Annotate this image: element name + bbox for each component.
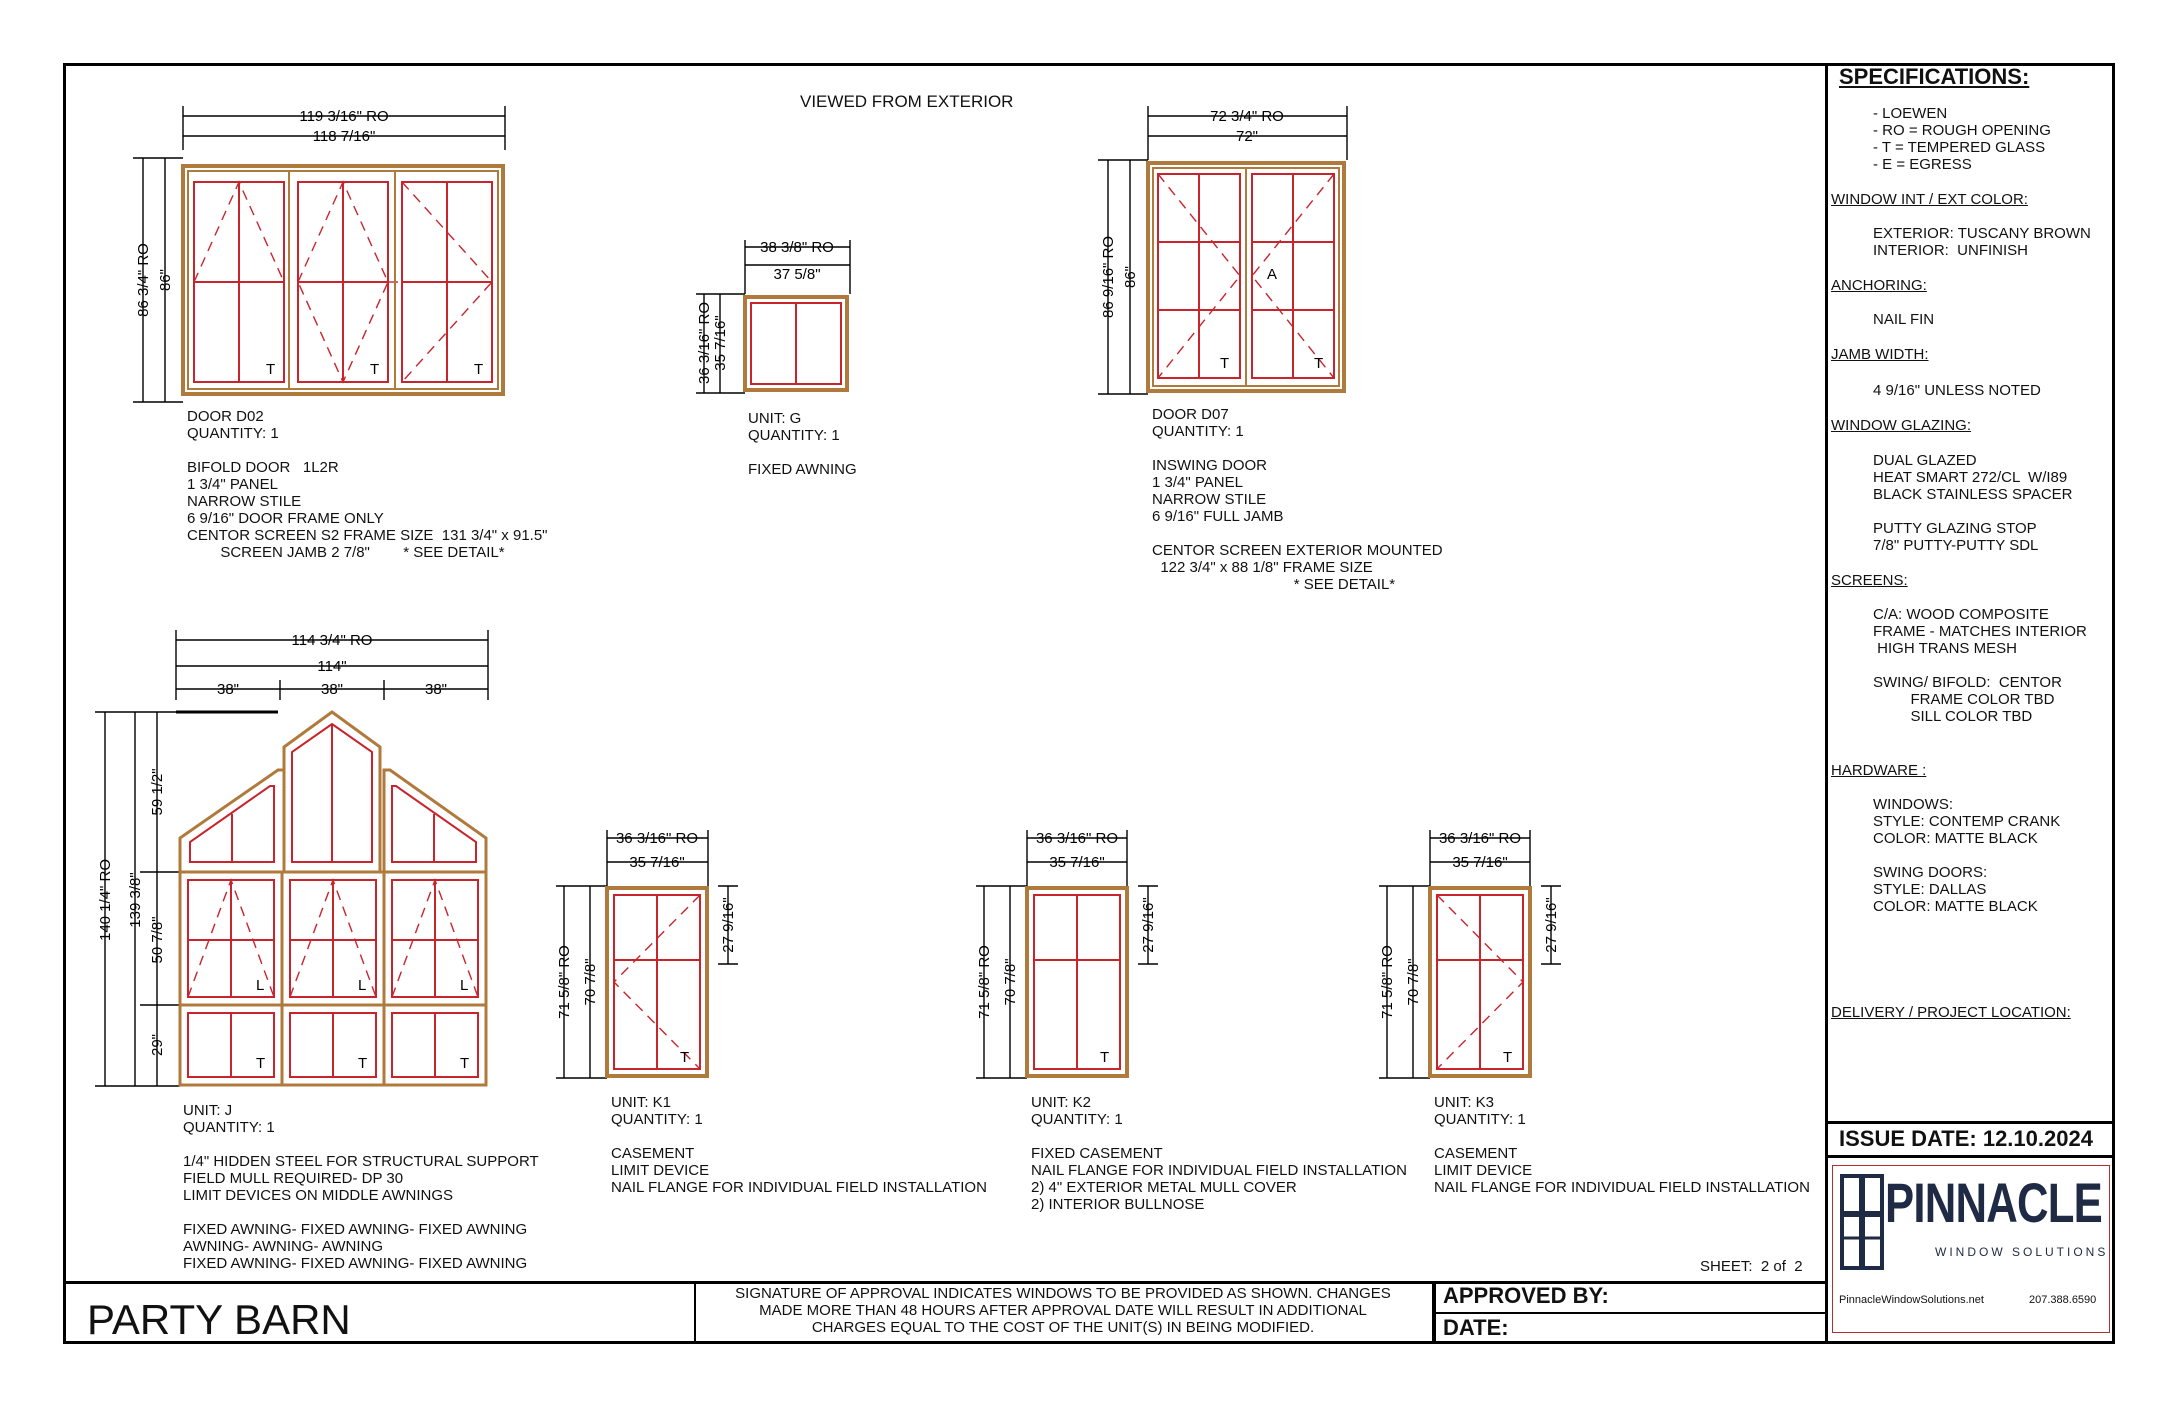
note-line: NAIL FLANGE FOR INDIVIDUAL FIELD INSTALLATION (1031, 1162, 1407, 1179)
k2-width-label: 35 7/16" (1049, 854, 1105, 871)
note-line: DOOR D07 (1152, 406, 1229, 423)
note-line (1873, 657, 2087, 674)
note-line: FIXED CASEMENT (1031, 1145, 1163, 1162)
sheet-number: SHEET: 2 of 2 (1700, 1258, 1803, 1275)
note-line: 7/8" PUTTY-PUTTY SDL (1873, 537, 2039, 554)
k3-side-label: 27 9/16" (1543, 897, 1560, 953)
note-line: 122 3/4" x 88 1/8" FRAME SIZE (1152, 559, 1373, 576)
approval-notice (700, 1285, 1426, 1336)
k3-window-elevation (1430, 888, 1530, 1076)
k3-ro-width-label: 36 3/16" RO (1438, 830, 1522, 847)
specs-anchor (1873, 311, 1934, 328)
k2-ro-height-label: 71 5/8" RO (976, 945, 993, 1019)
note-line: CENTOR SCREEN S2 FRAME SIZE 131 3/4" x 91.5" (187, 527, 548, 544)
j-pane-label: L (358, 977, 367, 994)
note-line: FIELD MULL REQUIRED- DP 30 (183, 1170, 404, 1187)
k2-side-label: 27 9/16" (1140, 897, 1157, 953)
note-line: NAIL FLANGE FOR INDIVIDUAL FIELD INSTALLATION (1434, 1179, 1810, 1196)
d02-height-label: 86" (157, 268, 174, 292)
note-line: QUANTITY: 1 (748, 427, 840, 444)
k1-pane-label: T (680, 1049, 690, 1066)
note-line: CASEMENT (611, 1145, 695, 1162)
k1-height-label: 70 7/8" (582, 958, 599, 1006)
k1-ro-width-label: 36 3/16" RO (615, 830, 699, 847)
k2-notes (1031, 1094, 1407, 1213)
note-line: DOOR D02 (187, 408, 264, 425)
note-line: LIMIT DEVICES ON MIDDLE AWNINGS (183, 1187, 454, 1204)
note-line: QUANTITY: 1 (1434, 1111, 1526, 1128)
logo-site: PinnacleWindowSolutions.net (1839, 1294, 1984, 1306)
d07-notes (1152, 406, 1443, 593)
note-line: - T = TEMPERED GLASS (1873, 139, 2046, 156)
note-line: 6 9/16" DOOR FRAME ONLY (187, 510, 384, 527)
j-col-width-label: 38" (216, 681, 240, 698)
specs-intro (1873, 105, 2051, 173)
g-width-label: 37 5/8" (773, 266, 821, 283)
d02-notes (187, 408, 548, 561)
d02-width-label: 118 7/16" (312, 128, 376, 145)
d02-ro-height-label: 86 3/4" RO (135, 243, 152, 317)
specs-glazing (1873, 452, 2073, 554)
k1-window-elevation (607, 888, 707, 1076)
note-line (187, 442, 548, 459)
note-line: INSWING DOOR (1152, 457, 1267, 474)
j-unit-elevation (180, 712, 486, 1085)
j-pane-label: T (460, 1055, 470, 1072)
k3-notes (1434, 1094, 1810, 1196)
note-line: LIMIT DEVICE (611, 1162, 710, 1179)
note-line: CASEMENT (1434, 1145, 1518, 1162)
logo-sub: WINDOW SOLUTIONS (1935, 1245, 2109, 1259)
note-line: UNIT: K3 (1434, 1094, 1495, 1111)
note-line: HEAT SMART 272/CL W/I89 (1873, 469, 2068, 486)
j-col-width-label: 38" (424, 681, 448, 698)
note-line: FRAME COLOR TBD (1873, 691, 2055, 708)
note-line: FIXED AWNING (748, 461, 857, 478)
date-label: DATE: (1443, 1315, 1509, 1340)
g-height-label: 35 7/16" (712, 315, 729, 371)
note-line: EXTERIOR: TUSCANY BROWN (1873, 225, 2091, 242)
k2-pane-label: T (1100, 1049, 1110, 1066)
note-line: HIGH TRANS MESH (1873, 640, 2017, 657)
note-line: STYLE: CONTEMP CRANK (1873, 813, 2061, 830)
d07-pane-label: T (1220, 355, 1230, 372)
note-line: FRAME - MATCHES INTERIOR (1873, 623, 2087, 640)
k2-height-label: 70 7/8" (1002, 958, 1019, 1006)
note-line: FIXED AWNING- FIXED AWNING- FIXED AWNING (183, 1255, 528, 1272)
specs-jamb-head: JAMB WIDTH: (1831, 346, 1929, 363)
note-line: SCREEN JAMB 2 7/8" * SEE DETAIL* (187, 544, 505, 561)
note-line: 4 9/16" UNLESS NOTED (1873, 382, 2041, 399)
k2-ro-width-label: 36 3/16" RO (1035, 830, 1119, 847)
note-line: NARROW STILE (1152, 491, 1267, 508)
g-window-elevation (745, 297, 847, 390)
note-line: CHARGES EQUAL TO THE COST OF THE UNIT(S) IN BEING MODIFIED. (811, 1319, 1315, 1336)
note-line (611, 1128, 987, 1145)
issue-date-bottom-rule (1825, 1155, 2115, 1158)
note-line: - E = EGRESS (1873, 156, 1972, 173)
d02-pane-label: T (474, 361, 484, 378)
note-line (1152, 440, 1443, 457)
note-line: QUANTITY: 1 (187, 425, 279, 442)
note-line: NAIL FIN (1873, 311, 1935, 328)
j-bottom-height-label: 29" (149, 1033, 166, 1057)
note-line (183, 1136, 539, 1153)
j-pane-label: T (256, 1055, 266, 1072)
k3-pane-label: T (1503, 1049, 1513, 1066)
note-line: MADE MORE THAN 48 HOURS AFTER APPROVAL DATE WILL RESULT IN ADDITIONAL (759, 1302, 1367, 1319)
specs-color (1873, 225, 2091, 259)
note-line: 1/4" HIDDEN STEEL FOR STRUCTURAL SUPPORT (183, 1153, 539, 1170)
note-line: DUAL GLAZED (1873, 452, 1977, 469)
note-line (1434, 1128, 1810, 1145)
d02-pane-label: T (266, 361, 276, 378)
approved-by-label: APPROVED BY: (1443, 1283, 1609, 1308)
note-line: PUTTY GLAZING STOP (1873, 520, 2037, 537)
note-line: SIGNATURE OF APPROVAL INDICATES WINDOWS TO BE PROVIDED AS SHOWN. CHANGES (735, 1285, 1391, 1302)
note-line: CENTOR SCREEN EXTERIOR MOUNTED (1152, 542, 1443, 559)
note-line: - RO = ROUGH OPENING (1873, 122, 2051, 139)
note-line: AWNING- AWNING- AWNING (183, 1238, 383, 1255)
note-line: UNIT: J (183, 1102, 233, 1119)
d07-ro-width-label: 72 3/4" RO (1210, 108, 1284, 125)
note-line: BIFOLD DOOR 1L2R (187, 459, 339, 476)
note-line: - LOEWEN (1873, 105, 1948, 122)
d07-pane-label: A (1267, 266, 1278, 283)
note-line: 6 9/16" FULL JAMB (1152, 508, 1284, 525)
g-ro-width-label: 38 3/8" RO (760, 239, 834, 256)
j-pane-label: L (256, 977, 265, 994)
logo-name: PINNACLE (1885, 1171, 2103, 1234)
note-line (1873, 847, 2060, 864)
k1-notes (611, 1094, 987, 1196)
specs-title: SPECIFICATIONS: (1839, 64, 2030, 89)
g-notes (748, 410, 857, 478)
k3-width-label: 35 7/16" (1452, 854, 1508, 871)
note-line: SWING/ BIFOLD: CENTOR (1873, 674, 2062, 691)
specs-divider (1825, 63, 1828, 1344)
note-line (748, 444, 857, 461)
note-line: * SEE DETAIL* (1152, 576, 1396, 593)
specs-jamb (1873, 382, 2041, 399)
note-line: WINDOWS: (1873, 796, 1953, 813)
note-line: QUANTITY: 1 (611, 1111, 703, 1128)
note-line (1031, 1128, 1407, 1145)
title-block-divider (694, 1281, 696, 1344)
note-line: LIMIT DEVICE (1434, 1162, 1533, 1179)
note-line: UNIT: G (748, 410, 802, 427)
project-title: PARTY BARN (87, 1296, 351, 1343)
note-line: COLOR: MATTE BLACK (1873, 830, 2038, 847)
d02-door-elevation (183, 166, 503, 394)
note-line (1873, 503, 2073, 520)
specs-screens-head: SCREENS: (1831, 572, 1908, 589)
specs-glazing-head: WINDOW GLAZING: (1831, 417, 1971, 434)
j-ro-height-label: 140 1/4" RO (97, 858, 114, 942)
k3-height-label: 70 7/8" (1405, 958, 1422, 1006)
note-line: 2) 4" EXTERIOR METAL MULL COVER (1031, 1179, 1297, 1196)
note-line: UNIT: K2 (1031, 1094, 1092, 1111)
j-height-label: 139 3/8" (127, 872, 144, 928)
k2-window-elevation (1027, 888, 1127, 1076)
note-line: 1 3/4" PANEL (187, 476, 278, 493)
note-line: QUANTITY: 1 (1152, 423, 1244, 440)
d02-pane-label: T (370, 361, 380, 378)
d02-ro-width-label: 119 3/16" RO (299, 108, 389, 125)
note-line: SWING DOORS: (1873, 864, 1988, 881)
note-line: COLOR: MATTE BLACK (1873, 898, 2038, 915)
window-logo-icon (1840, 1174, 1884, 1270)
j-ro-width-label: 114 3/4" RO (291, 632, 373, 649)
j-pane-label: T (358, 1055, 368, 1072)
note-line: STYLE: DALLAS (1873, 881, 1987, 898)
note-line: C/A: WOOD COMPOSITE (1873, 606, 2049, 623)
note-line (183, 1204, 539, 1221)
note-line: SILL COLOR TBD (1873, 708, 2033, 725)
g-ro-height-label: 36 3/16" RO (696, 301, 713, 385)
k1-side-label: 27 9/16" (720, 897, 737, 953)
view-label: VIEWED FROM EXTERIOR (800, 92, 1014, 111)
specs-screens (1873, 606, 2087, 725)
j-mid-height-label: 50 7/8" (149, 916, 166, 964)
note-line: BLACK STAINLESS SPACER (1873, 486, 2073, 503)
specs-hardware (1873, 796, 2060, 915)
logo-box (1832, 1165, 2110, 1333)
note-line (1152, 525, 1443, 542)
j-col-width-label: 38" (320, 681, 344, 698)
k1-ro-height-label: 71 5/8" RO (556, 945, 573, 1019)
issue-date-top-rule (1825, 1121, 2115, 1124)
note-line: NAIL FLANGE FOR INDIVIDUAL FIELD INSTALLATION (611, 1179, 987, 1196)
note-line: 1 3/4" PANEL (1152, 474, 1243, 491)
specs-color-head: WINDOW INT / EXT COLOR: (1831, 191, 2028, 208)
note-line: UNIT: K1 (611, 1094, 672, 1111)
specs-anchor-head: ANCHORING: (1831, 277, 1927, 294)
note-line: 2) INTERIOR BULLNOSE (1031, 1196, 1205, 1213)
note-line: INTERIOR: UNFINISH (1873, 242, 2029, 259)
d07-height-label: 86" (1122, 265, 1139, 289)
j-notes (183, 1102, 539, 1272)
j-pane-label: L (460, 977, 469, 994)
d07-ro-height-label: 86 9/16" RO (1100, 235, 1117, 319)
j-width-label: 114" (317, 658, 347, 675)
d07-width-label: 72" (1235, 128, 1259, 145)
k3-ro-height-label: 71 5/8" RO (1379, 945, 1396, 1019)
specs-hardware-head: HARDWARE : (1831, 762, 1927, 779)
issue-date: ISSUE DATE: 12.10.2024 (1839, 1126, 2093, 1151)
k1-width-label: 35 7/16" (629, 854, 685, 871)
note-line: QUANTITY: 1 (183, 1119, 275, 1136)
logo-phone: 207.388.6590 (2029, 1294, 2097, 1306)
d07-pane-label: T (1314, 355, 1324, 372)
note-line: NARROW STILE (187, 493, 302, 510)
j-top-height-label: 59 1/2" (149, 768, 166, 816)
note-line: FIXED AWNING- FIXED AWNING- FIXED AWNING (183, 1221, 528, 1238)
note-line: QUANTITY: 1 (1031, 1111, 1123, 1128)
approval-rule (1436, 1312, 1826, 1314)
specs-delivery-head: DELIVERY / PROJECT LOCATION: (1831, 1004, 2071, 1021)
